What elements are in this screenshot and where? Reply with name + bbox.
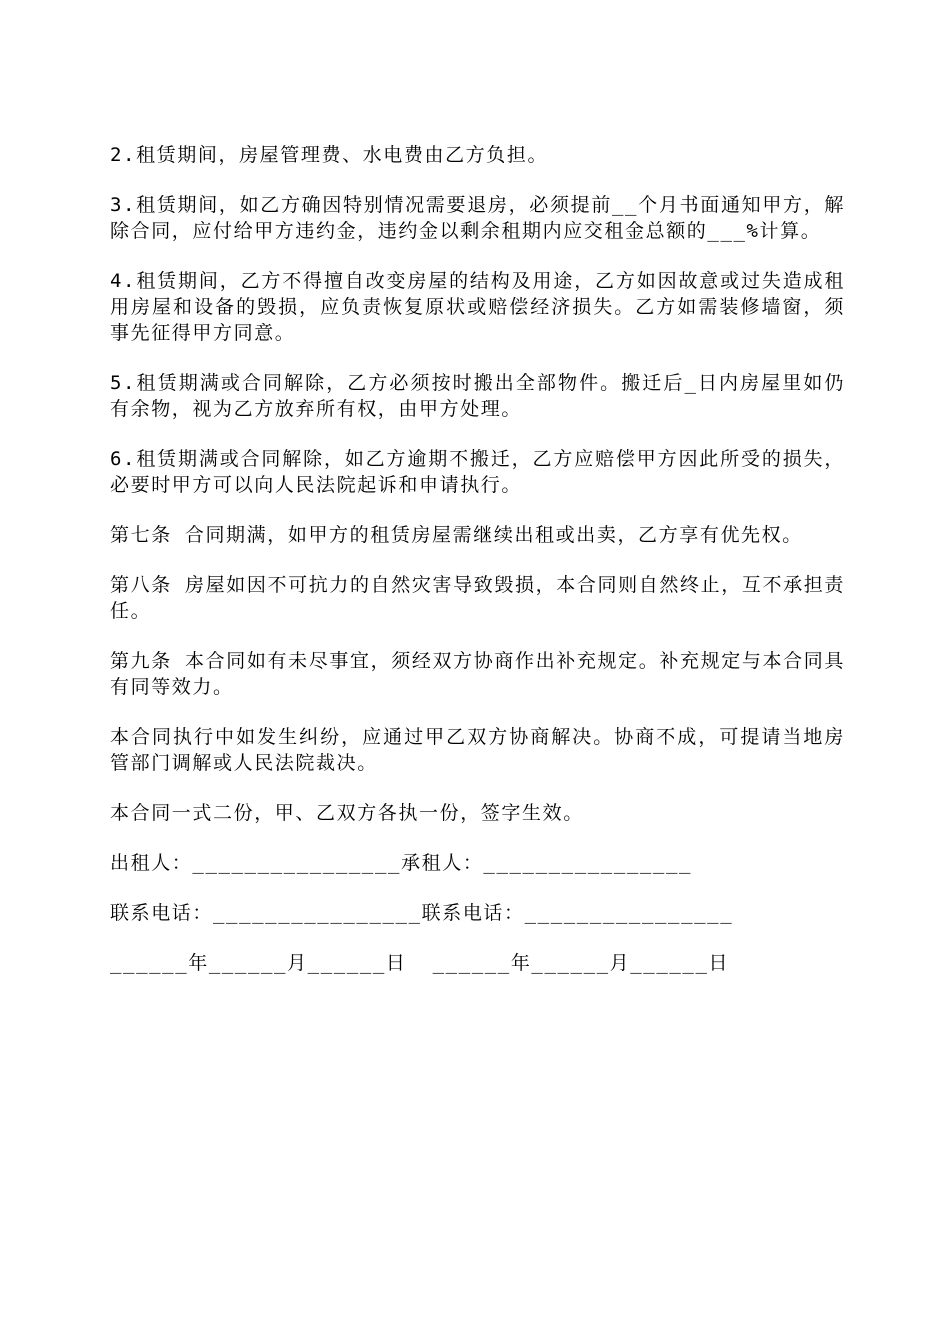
clause-5-move-out: 5.租赁期满或合同解除，乙方必须按时搬出全部物件。搬迁后_日内房屋里如仍有余物，视为乙方放弃所有权，由甲方处理。: [110, 372, 845, 420]
copies-statement: 本合同一式二份，甲、乙双方各执一份，签字生效。: [110, 802, 584, 824]
clause-3-early-termination: 3.租赁期间，如乙方确因特别情况需要退房，必须提前__个月书面通知甲方，解除合同，应付给甲方违约金，违约金以剩余租期内应交租金总额的___%计算。: [110, 194, 845, 242]
dispute-resolution: 本合同执行中如发生纠纷，应通过甲乙双方协商解决。协商不成，可提请当地房管部门调解或人民法院裁决。: [110, 726, 845, 774]
clause-4-structure-use: 4.租赁期间，乙方不得擅自改变房屋的结构及用途，乙方如因故意或过失造成租用房屋和设备的毁损，应负责恢复原状或赔偿经济损失。乙方如需装修墙窗，须事先征得甲方同意。: [110, 270, 845, 344]
clause-2-management-fees: 2.租赁期间，房屋管理费、水电费由乙方负担。: [110, 144, 549, 166]
signature-parties-line: 出租人：________________承租人：________________: [110, 852, 693, 874]
clause-6-overdue-move: 6.租赁期满或合同解除，如乙方逾期不搬迁，乙方应赔偿甲方因此所受的损失，必要时甲方可以向人民法院起诉和申请执行。: [110, 448, 845, 496]
article-7-priority-right: 第七条 合同期满，如甲方的租赁房屋需继续出租或出卖，乙方享有优先权。: [110, 524, 803, 546]
article-8-force-majeure: 第八条 房屋如因不可抗力的自然灾害导致毁损，本合同则自然终止，互不承担责任。: [110, 574, 845, 622]
contract-page: [110, 142, 845, 1000]
signature-date-line: ______年______月______日 ______年______月______日: [110, 952, 730, 974]
article-9-supplementary: 第九条 本合同如有未尽事宜，须经双方协商作出补充规定。补充规定与本合同具有同等效力。: [110, 650, 845, 698]
signature-phone-line: 联系电话：________________联系电话：________________: [110, 902, 734, 924]
